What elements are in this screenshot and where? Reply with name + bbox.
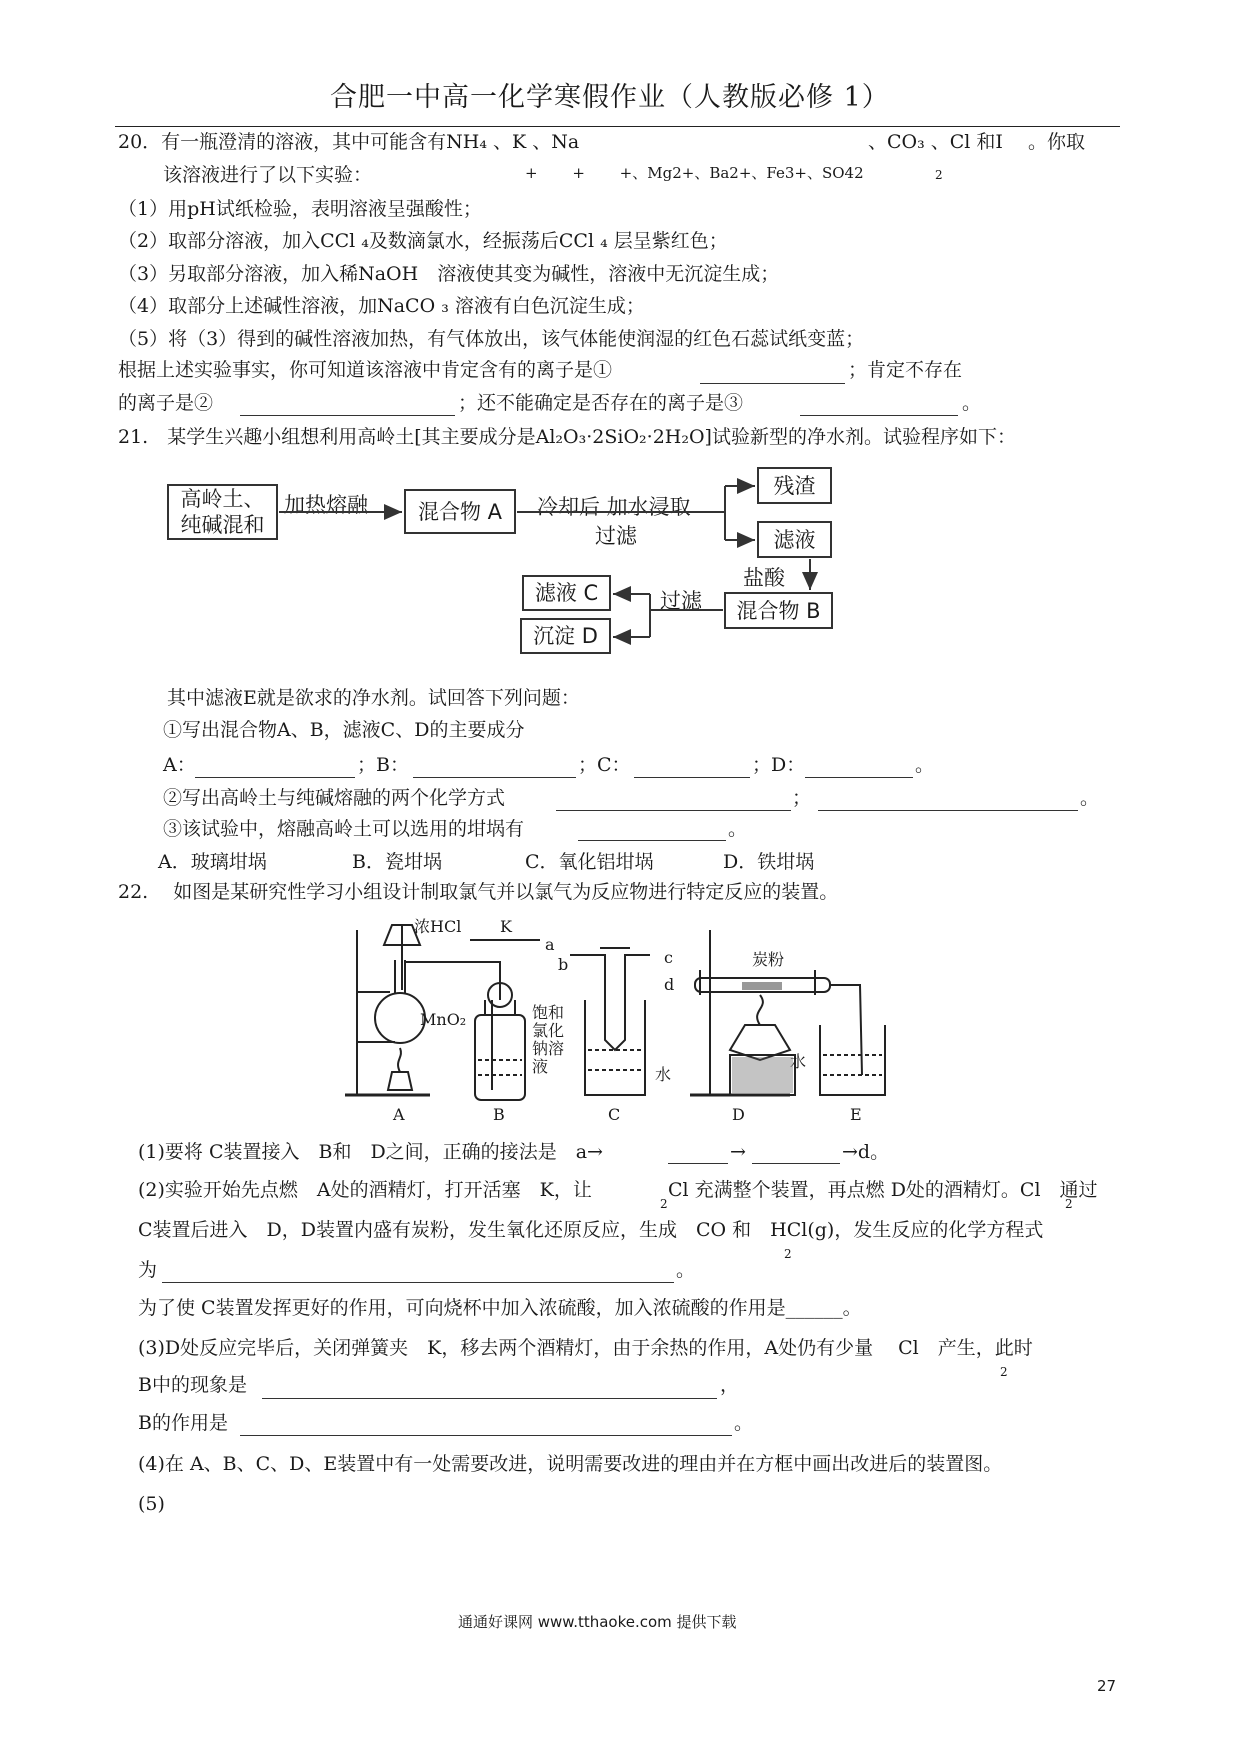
fig-label-carbon: 炭粉 [752,950,785,969]
q22-part1-b: → [730,1141,746,1163]
q21-option-a: A．玻璃坩埚 [158,851,267,873]
q22-blank-conn1[interactable] [668,1163,728,1164]
q22-blank-phenomenon[interactable] [262,1398,717,1399]
flow-label-hcl: 盐酸 [743,566,785,590]
q20-conclusion2-c: 。 [962,392,982,414]
fig-label-a: a [545,935,555,954]
q20-line2: 该溶液进行了以下实验： [163,164,373,186]
q21-part1-a: A： [163,754,196,776]
q22-part3-a-sub: 2 [1000,1365,1008,1379]
q20-line1: 20．有一瓶澄清的溶液，其中可能含有NH₄ 、K 、Na [118,131,580,153]
q22-part2-b-sub: 2 [1065,1197,1073,1211]
q21-option-b: B．瓷坩埚 [352,851,442,873]
fig-label-satnacl: 饱和氯化钠溶液 [532,1003,565,1076]
q21-part1-b: ；B： [357,754,409,776]
q22-line1: 22. 如图是某研究性学习小组设计制取氯气并以氯气为反应物进行特定反应的装置。 [118,881,839,903]
q22-part2-c: C装置后进入 D，D装置内盛有炭粉，发生氧化还原反应，生成 CO 和 HCl(g)，发生反应的化学方程式 [138,1219,1044,1241]
q21-part2-end: 。 [1080,787,1100,809]
q22-part2-b: Cl 充满整个装置，再点燃 D处的酒精灯。Cl 通过 [668,1179,1098,1201]
q22-blank-equation[interactable] [162,1282,674,1283]
q20-conclusion1-a: 根据上述实验事实，你可知道该溶液中肯定含有的离子是① [118,359,613,381]
q20-line1-right: 、CO₃ 、Cl 和I 。你取 [868,131,1085,153]
page-number: 27 [1097,1677,1117,1695]
fig-label-mno2: MnO₂ [420,1010,467,1029]
q20-ions-sub: + + +、Mg2+、Ba2+、Fe3+、SO42 [525,164,864,182]
fig-label-c: c [664,948,673,967]
q22-part3-c-end: 。 [734,1412,754,1434]
q21-part2: ②写出高岭土与纯碱熔融的两个化学方式 [163,787,506,809]
fig-label-water1: 水 [655,1065,672,1084]
fig-label-E: E [850,1105,862,1124]
flow-label-filter2: 过滤 [660,589,702,613]
flow-box-d: 沉淀 D [520,618,611,654]
q21-part1: ①写出混合物A、B，滤液C、D的主要成分 [163,719,525,741]
flow-box-filtrate: 滤液 [757,521,832,558]
q21-part1-d: ；D： [752,754,806,776]
fig-label-b: b [558,955,569,974]
fig-label-C: C [608,1105,621,1124]
fig-label-B: B [493,1105,505,1124]
fig-label-water2: 水 [790,1052,807,1071]
q20-conclusion2-b: ；还不能确定是否存在的离子是③ [458,392,744,414]
q20-ions-sub2: 2 [935,168,943,182]
footer-source: 通通好课网 www.tthaoke.com 提供下载 [458,1613,737,1631]
q22-part2-a: (2)实验开始先点燃 A处的酒精灯，打开活塞 K，让 [138,1179,592,1201]
q22-part1-a: (1)要将 C装置接入 B和 D之间，正确的接法是 a→ [138,1141,603,1163]
q21-part3-end: 。 [728,818,748,840]
fig-label-d: d [664,975,675,994]
q20-step5: （5）将（3）得到的碱性溶液加热，有气体放出，该气体能使润湿的红色石蕊试纸变蓝； [118,328,865,350]
q22-part1-c: →d。 [842,1141,890,1163]
page-title: 合肥一中高一化学寒假作业（人教版必修 1） [330,82,890,113]
q22-part3-b: B中的现象是 [138,1374,247,1396]
q20-step2: （2）取部分溶液，加入CCl ₄及数滴氯水，经振荡后CCl ₄ 层呈紫红色； [118,230,728,252]
q21-part2-mid: ； [792,787,812,809]
q21-note: 其中滤液E就是欲求的净水剂。试回答下列问题： [167,687,580,709]
q21-option-d: D．铁坩埚 [723,851,815,873]
flow-box-c: 滤液 C [522,575,611,611]
flow-label-filter1: 过滤 [595,524,637,548]
q22-part2-e: 为了使 C装置发挥更好的作用，可向烧杯中加入浓硫酸，加入浓硫酸的作用是______。 [138,1297,862,1319]
q22-part5: (5) [138,1493,165,1515]
flow-label-heat: 加热熔融 [284,493,368,517]
q22-part3-a: (3)D处反应完毕后，关闭弹簧夹 K，移去两个酒精灯，由于余热的作用，A处仍有少量 Cl 产生，此时 [138,1337,1033,1359]
q21-part3: ③该试验中，熔融高岭土可以选用的坩埚有 [163,818,525,840]
flow-box-residue: 残渣 [757,467,832,504]
q22-part3-c: B的作用是 [138,1412,228,1434]
q22-part4: (4)在 A、B、C、D、E装置中有一处需要改进，说明需要改进的理由并在方框中画出改进后的装置图。 [138,1453,1003,1475]
q20-step1: （1）用pH试纸检验，表明溶液呈强酸性； [118,198,482,220]
flow-box-a: 混合物 A [404,489,516,534]
q22-part2-a-sub: 2 [660,1197,668,1211]
q21-option-c: C．氧化铝坩埚 [525,851,654,873]
fig-label-hcl: 浓HCl [414,917,462,936]
q20-conclusion1-b: ；肯定不存在 [848,359,963,381]
flow-box-start-line1: 高岭土、 [180,487,265,511]
q22-part2-d: 为 [138,1259,158,1281]
q22-blank-conn2[interactable] [752,1163,840,1164]
q20-step3: （3）另取部分溶液，加入稀NaOH 溶液使其变为碱性，溶液中无沉淀生成； [118,263,780,285]
q21-part1-c: ；C： [578,754,631,776]
flow-box-b: 混合物 B [724,592,833,629]
flow-label-leach: 冷却后 加水浸取 [537,495,691,519]
fig-label-k: K [500,917,512,936]
q22-part2-d-end: 。 [676,1259,696,1281]
q21-part1-end: 。 [915,754,935,776]
fig-label-A: A [393,1105,405,1124]
q20-conclusion2-a: 的离子是② [118,392,214,414]
q22-part2-c-sub: 2 [784,1247,792,1261]
q22-blank-role[interactable] [240,1435,732,1436]
fig-label-D: D [732,1105,745,1124]
flow-box-start-line2: 纯碱混和 [180,513,265,537]
q20-step4: （4）取部分上述碱性溶液，加NaCO ₃ 溶液有白色沉淀生成； [118,295,645,317]
q21-line1: 21. 某学生兴趣小组想利用高岭土[其主要成分是Al₂O₃·2SiO₂·2H₂O]试验新型的净水剂。试验程序如下： [118,426,1016,448]
q22-part3-b-end: ， [720,1374,740,1396]
